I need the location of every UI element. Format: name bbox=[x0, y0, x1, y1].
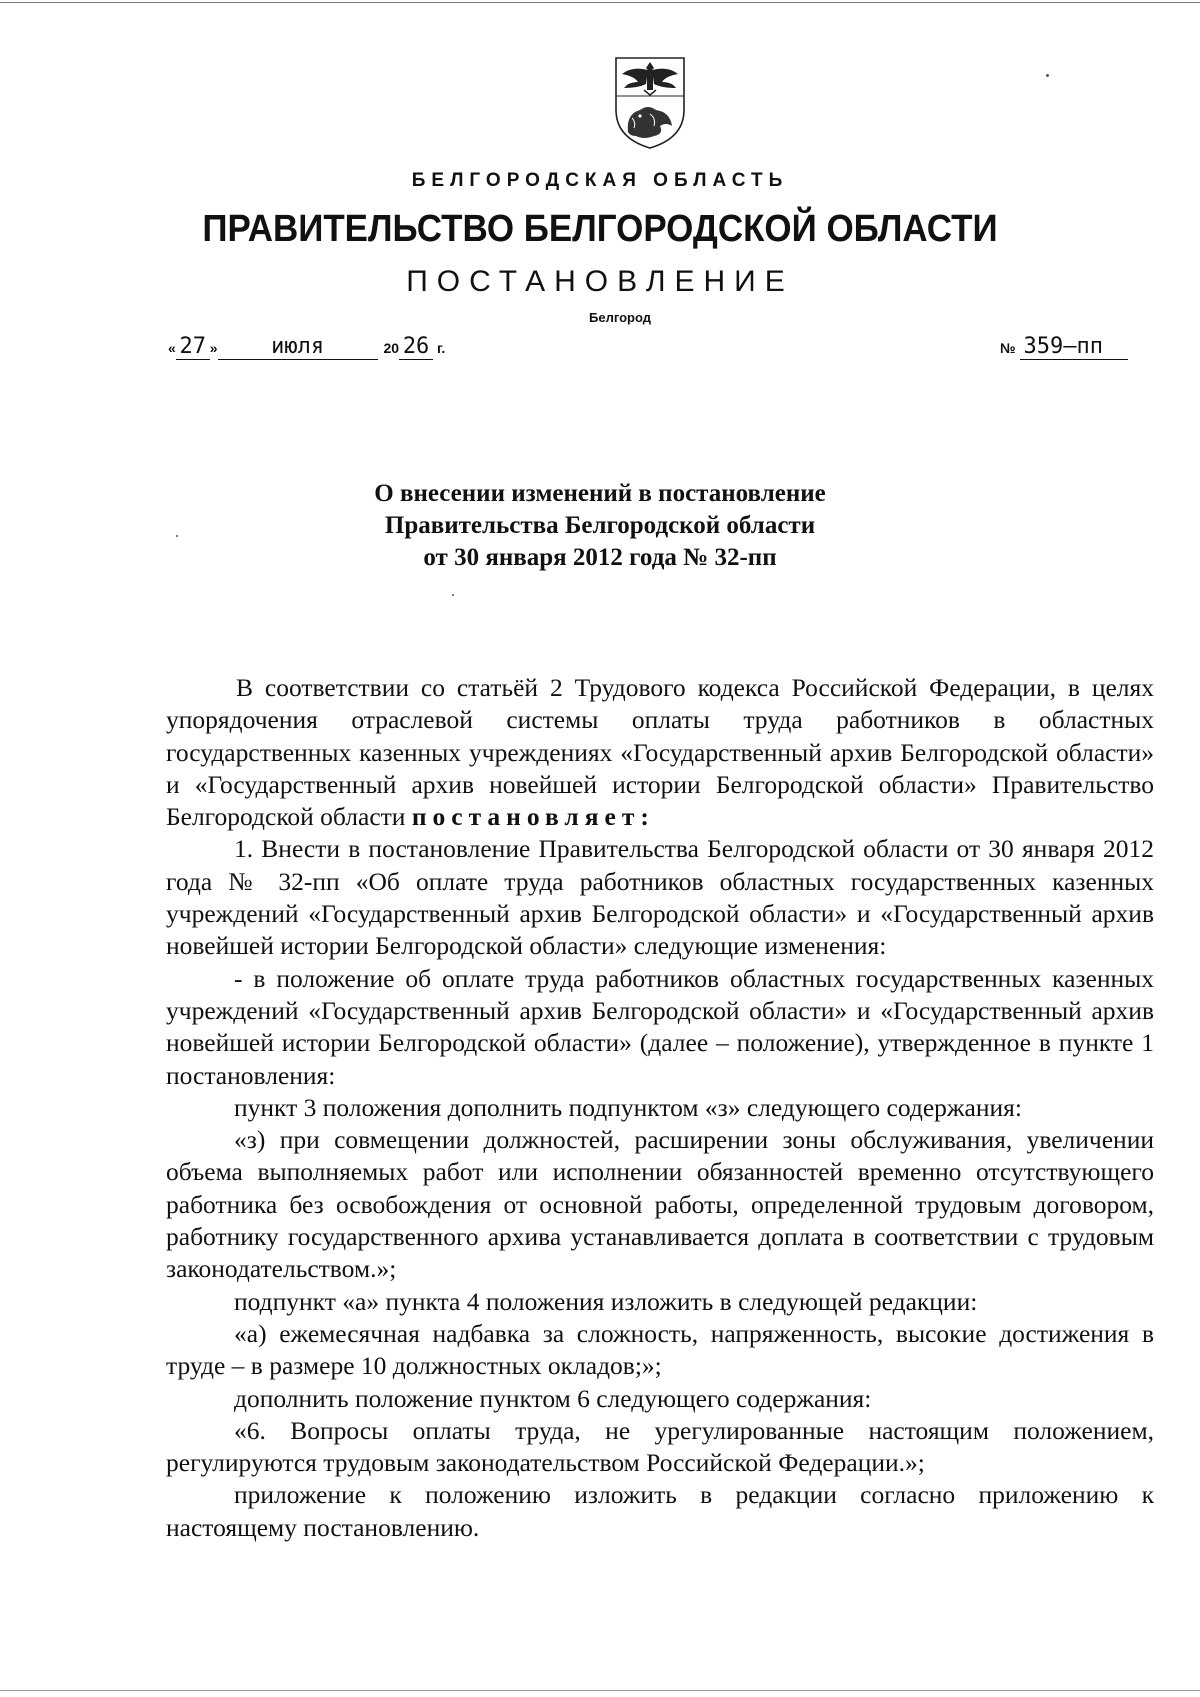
decree-title bbox=[0, 478, 1200, 574]
paragraph-preamble bbox=[166, 672, 1154, 833]
scan-speck bbox=[176, 535, 178, 537]
scan-edge-top bbox=[0, 2, 1200, 3]
number-value: 359–пп bbox=[1023, 334, 1103, 359]
date-year-prefix: 20 bbox=[383, 340, 400, 356]
date-day: 27 bbox=[179, 334, 207, 359]
date-open-quote: « bbox=[168, 340, 176, 356]
government-name: ПРАВИТЕЛЬСТВО БЕЛГОРОДСКОЙ ОБЛАСТИ bbox=[202, 208, 998, 250]
paragraph-appendix: приложение к положению изложить в редакции согласно приложению к настоящему постановлению. bbox=[166, 1480, 1154, 1542]
scan-speck bbox=[452, 594, 454, 596]
city-name: Белгород bbox=[589, 310, 651, 325]
paragraph-add-point-6: дополнить положение пунктом 6 следующего содержания: bbox=[234, 1383, 872, 1413]
preamble-text: В соответствии со статьёй 2 Трудового кодекса Российской Федерации, в целях упорядочения отраслевой системы оплаты труда работников в областных государственных казенных учреждениях «Государственный архив Белгородской области» и «Государственный архив новейшей истории Белгородской области» Правительство Белгородской области bbox=[166, 673, 1154, 832]
scan-edge-bottom bbox=[0, 1690, 1200, 1691]
document-type: ПОСТАНОВЛЕНИЕ bbox=[406, 265, 794, 298]
coat-of-arms-emblem bbox=[610, 52, 690, 152]
decrees-word: постановляет: bbox=[411, 802, 655, 832]
paragraph-point-6: «6. Вопросы оплаты труда, не урегулированные настоящим положением, регулируются трудовым законодательством Российской Федерации.»; bbox=[166, 1415, 1154, 1478]
decree-number bbox=[1000, 336, 1128, 360]
decree-body bbox=[166, 672, 1154, 1544]
paragraph-subpoint-z: «з) при совмещении должностей, расширении зоны обслуживания, увеличении объема выполняемых работ или исполнении обязанностей временно отсутствующего работника без освобождения от основной работы, определенной трудовым договором, работнику государственного архива устанавливается доплата в соответствии с трудовым законодательством.»; bbox=[166, 1125, 1154, 1284]
paragraph-point-3: пункт 3 положения дополнить подпунктом «з» следующего содержания: bbox=[234, 1092, 1022, 1122]
title-line-3: от 30 января 2012 года № 32-пп bbox=[423, 544, 777, 571]
paragraph-regulation-change: - в положение об оплате труда работников областных государственных казенных учреждений «Государственный архив Белгородской области» и «Государственный архив новейшей истории Белгородской области» (далее – положение), утвержденное в пункте 1 постановления: bbox=[166, 963, 1154, 1090]
paragraph-item-1: 1. Внести в постановление Правительства Белгородской области от 30 января 2012 года № 32-пп «Об оплате труда работников областных государственных казенных учреждений «Государственный архив Белгородской области» и «Государственный архив новейшей истории Белгородской области» следующие изменения: bbox=[166, 834, 1154, 961]
decree-date bbox=[168, 336, 445, 360]
number-label: № bbox=[1000, 340, 1016, 356]
date-close-quote: » bbox=[209, 340, 218, 356]
date-year-suffix: 26 bbox=[402, 334, 430, 359]
date-year-mark: г. bbox=[436, 340, 446, 356]
title-line-1: О внесении изменений в постановление bbox=[374, 480, 826, 507]
title-line-2: Правительства Белгородской области bbox=[384, 512, 816, 539]
paragraph-subpoint-a: «а) ежемесячная надбавка за сложность, напряженность, высокие достижения в труде – в размере 10 должностных окладов;»; bbox=[166, 1318, 1154, 1381]
paragraph-point-4: подпункт «а» пункта 4 положения изложить в следующей редакции: bbox=[234, 1286, 978, 1316]
region-name: БЕЛГОРОДСКАЯ ОБЛАСТЬ bbox=[411, 170, 789, 191]
scan-speck bbox=[1046, 74, 1049, 77]
date-month: июля bbox=[271, 334, 325, 359]
